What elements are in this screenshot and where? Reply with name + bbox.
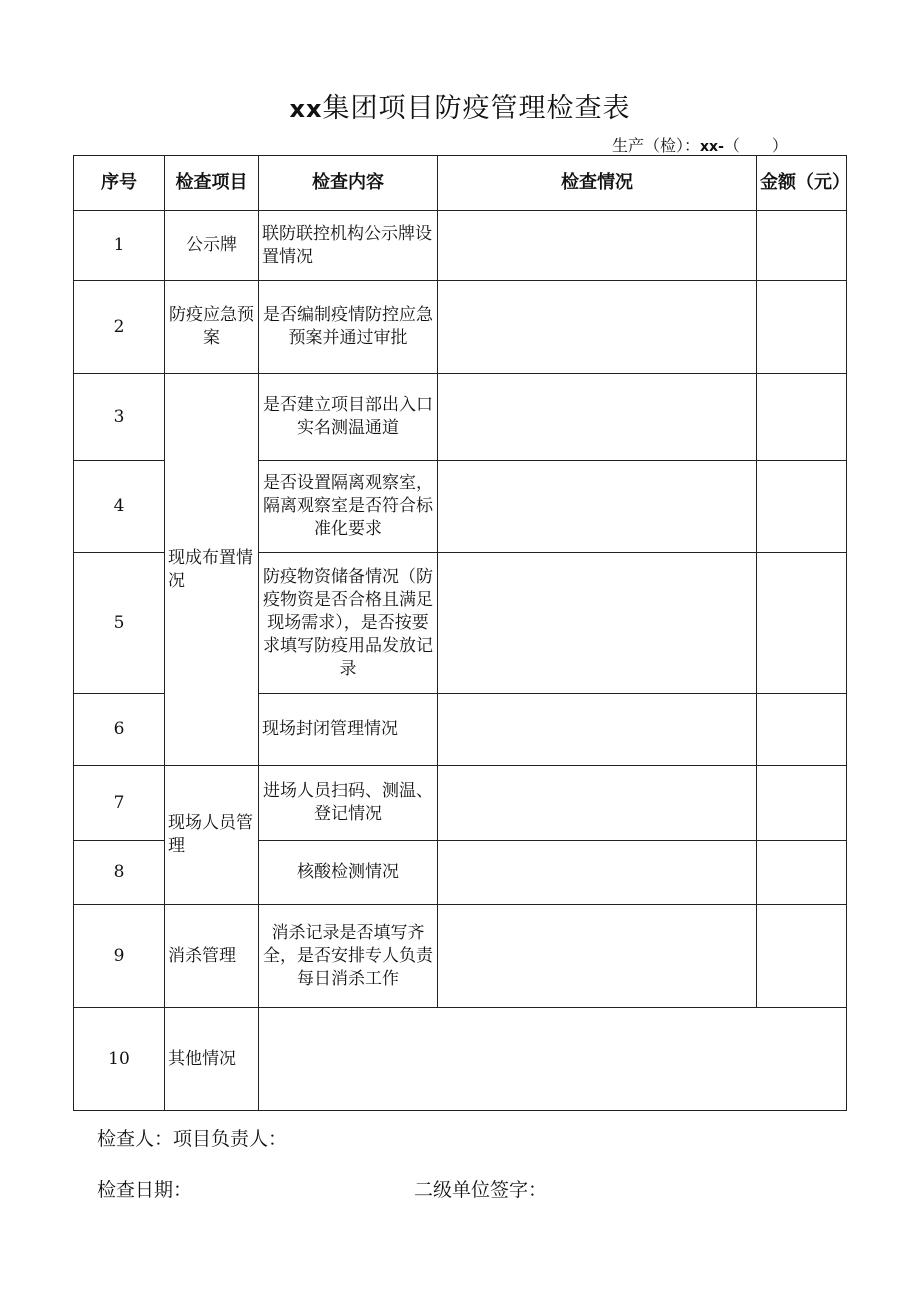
table-row bbox=[74, 1008, 847, 1111]
row-number: 2 bbox=[74, 281, 165, 374]
row-item: 现成布置情况 bbox=[165, 374, 259, 766]
row-amount-cell[interactable] bbox=[757, 841, 847, 905]
row-number: 9 bbox=[74, 905, 165, 1008]
table-row bbox=[74, 211, 847, 281]
table-row bbox=[74, 905, 847, 1008]
row-situation-cell[interactable] bbox=[438, 374, 757, 461]
row-item: 消杀管理 bbox=[165, 905, 259, 1008]
row-other-cell[interactable] bbox=[259, 1008, 847, 1111]
row-situation-cell[interactable] bbox=[438, 553, 757, 694]
title-text: 集团项目防疫管理检查表 bbox=[322, 93, 631, 124]
table-row bbox=[74, 281, 847, 374]
row-situation-cell[interactable] bbox=[438, 905, 757, 1008]
row-number: 1 bbox=[74, 211, 165, 281]
row-situation-cell[interactable] bbox=[438, 281, 757, 374]
row-amount-cell[interactable] bbox=[757, 553, 847, 694]
row-amount-cell[interactable] bbox=[757, 905, 847, 1008]
table-row bbox=[74, 374, 847, 461]
row-content: 是否编制疫情防控应急预案并通过审批 bbox=[259, 281, 438, 374]
row-amount-cell[interactable] bbox=[757, 461, 847, 553]
row-number: 3 bbox=[74, 374, 165, 461]
title-prefix: xx bbox=[289, 95, 323, 123]
row-content: 消杀记录是否填写齐全，是否安排专人负责每日消杀工作 bbox=[259, 905, 438, 1008]
code-sep: ： bbox=[684, 136, 701, 155]
code-value: xx- bbox=[700, 139, 724, 155]
row-item: 防疫应急预案 bbox=[165, 281, 259, 374]
document-code bbox=[612, 133, 788, 156]
row-amount-cell[interactable] bbox=[757, 211, 847, 281]
row-number: 6 bbox=[74, 694, 165, 766]
row-item: 现场人员管理 bbox=[165, 766, 259, 905]
row-number: 5 bbox=[74, 553, 165, 694]
row-content: 核酸检测情况 bbox=[259, 841, 438, 905]
row-situation-cell[interactable] bbox=[438, 841, 757, 905]
signature-label: 二级单位签字： bbox=[414, 1179, 548, 1201]
row-content: 防疫物资储备情况（防疫物资是否合格且满足现场需求），是否按要求填写防疫用品发放记录 bbox=[259, 553, 438, 694]
row-number: 4 bbox=[74, 461, 165, 553]
row-item: 公示牌 bbox=[165, 211, 259, 281]
code-label: 生产（检） bbox=[612, 136, 685, 155]
inspector-label: 检查人：项目负责人： bbox=[97, 1128, 288, 1150]
row-content: 是否设置隔离观察室，隔离观察室是否符合标准化要求 bbox=[259, 461, 438, 553]
inspection-table bbox=[73, 155, 850, 1111]
row-situation-cell[interactable] bbox=[438, 461, 757, 553]
row-amount-cell[interactable] bbox=[757, 694, 847, 766]
table-row bbox=[74, 766, 847, 841]
row-content: 现场封闭管理情况 bbox=[259, 694, 438, 766]
row-number: 10 bbox=[74, 1008, 165, 1111]
row-content: 联防联控机构公示牌设置情况 bbox=[259, 211, 438, 281]
date-label: 检查日期： bbox=[97, 1179, 193, 1201]
header-amount: 金额（元） bbox=[757, 156, 847, 211]
header-item: 检查项目 bbox=[165, 156, 259, 211]
row-situation-cell[interactable] bbox=[438, 211, 757, 281]
row-item: 其他情况 bbox=[165, 1008, 259, 1111]
row-amount-cell[interactable] bbox=[757, 766, 847, 841]
header-content: 检查内容 bbox=[259, 156, 438, 211]
table-header-row bbox=[74, 156, 847, 211]
row-content: 进场人员扫码、测温、登记情况 bbox=[259, 766, 438, 841]
row-amount-cell[interactable] bbox=[757, 374, 847, 461]
row-situation-cell[interactable] bbox=[438, 766, 757, 841]
code-paren: （ ） bbox=[723, 136, 788, 155]
row-number: 8 bbox=[74, 841, 165, 905]
row-amount-cell[interactable] bbox=[757, 281, 847, 374]
header-situation: 检查情况 bbox=[438, 156, 757, 211]
row-content: 是否建立项目部出入口实名测温通道 bbox=[259, 374, 438, 461]
row-situation-cell[interactable] bbox=[438, 694, 757, 766]
page-title bbox=[0, 86, 920, 125]
row-number: 7 bbox=[74, 766, 165, 841]
header-no: 序号 bbox=[74, 156, 165, 211]
